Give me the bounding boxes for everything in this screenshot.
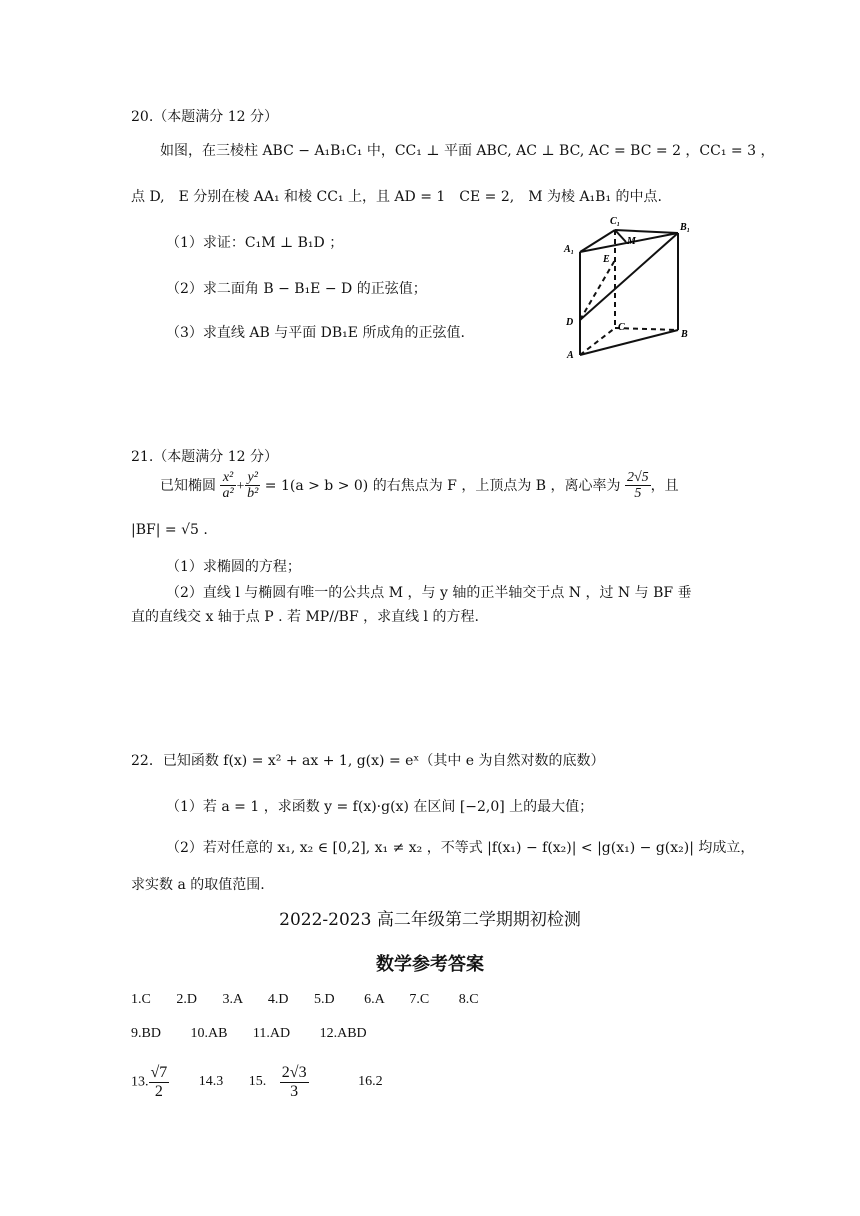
- q20-line2: 点 D, E 分别在棱 AA₁ 和棱 CC₁ 上，且 AD = 1 CE = 2, M 为棱 A₁B₁ 的中点.: [131, 189, 662, 205]
- q22-part2b: 求实数 a 的取值范围.: [131, 877, 265, 893]
- q21-part1: （1）求椭圆的方程；: [166, 559, 301, 575]
- answers-row2: [131, 1026, 367, 1042]
- q20-header: 20.（本题满分 12 分）: [131, 109, 278, 125]
- q20-part2: （2）求二面角 B − B₁E − D 的正弦值；: [166, 281, 427, 297]
- answer-5: 5.D: [313, 992, 335, 1007]
- q21-part2b: 直的直线交 x 轴于点 P . 若 MP//BF ，求直线 l 的方程.: [131, 609, 479, 625]
- q21-frac-e: $\frac{2√5}{5}$: [626, 470, 649, 502]
- q21-plus: +: [235, 478, 246, 494]
- answer-13-frac: $\frac{√7}{2}$: [150, 1064, 168, 1100]
- answer-9: 9.BD: [131, 1026, 161, 1041]
- q21-text-c: ，且: [650, 477, 679, 494]
- q20-part1: （1）求证：C₁M ⊥ B₁D ；: [166, 235, 344, 251]
- answers-row3: [131, 1064, 383, 1100]
- q21-line2: |BF| = √5 .: [131, 522, 208, 538]
- answer-2: 2.D: [176, 992, 197, 1007]
- answer-4: 4.D: [267, 992, 289, 1007]
- q20-line1: 如图，在三棱柱 ABC − A₁B₁C₁ 中，CC₁ ⊥ 平面 ABC, AC ⊥ BC, AC = BC = 2 ，CC₁ = 3 ，: [160, 143, 775, 159]
- label-m: M: [627, 236, 636, 247]
- q21-text-a: 已知椭圆: [160, 477, 216, 494]
- q21-frac-y: $\frac{\text{y²}}{\text{b²}}$: [247, 470, 259, 502]
- label-d: D: [566, 317, 574, 328]
- q22-part2a: （2）若对任意的 x₁, x₂ ∈ [0,2], x₁ ≠ x₂ ，不等式 |f(x₁) − f(x₂)| < |g(x₁) − g(x₂)| 均成立，: [166, 840, 755, 856]
- label-a: A: [567, 350, 574, 361]
- answer-14: 14.3: [198, 1074, 224, 1090]
- label-b: B: [681, 329, 688, 340]
- answer-15-frac: $\frac{2√3}{3}$: [281, 1064, 307, 1100]
- answer-12: 12.ABD: [319, 1026, 367, 1041]
- answer-8: 8.C: [458, 992, 479, 1007]
- q21-header: 21.（本题满分 12 分）: [131, 449, 278, 465]
- answer-10: 10.AB: [190, 1026, 228, 1041]
- prism-figure: [560, 210, 700, 362]
- q22-part1: （1）若 a = 1 ，求函数 y = f(x)·g(x) 在区间 [−2,0] 上的最大值；: [166, 799, 594, 815]
- answer-title: 2022-2023 高二年级第二学期期初检测: [279, 910, 581, 930]
- label-e: E: [603, 254, 610, 265]
- answer-subtitle: 数学参考答案: [376, 954, 484, 975]
- q21-line1: [160, 470, 679, 502]
- q21-text-b: = 1(a > b > 0) 的右焦点为 F ，上顶点为 B ，离心率为: [264, 477, 621, 494]
- q20-part3: （3）求直线 AB 与平面 DB₁E 所成角的正弦值.: [166, 325, 465, 341]
- label-c1: C₁: [610, 216, 621, 227]
- answer-3: 3.A: [222, 992, 243, 1007]
- answer-13-label: 13.: [131, 1074, 149, 1090]
- label-a1: A₁: [564, 244, 575, 255]
- answer-16: 16.2: [358, 1074, 383, 1090]
- answer-11: 11.AD: [252, 1026, 291, 1041]
- answer-6: 6.A: [364, 992, 384, 1007]
- answer-7: 7.C: [409, 992, 430, 1007]
- label-b1: B₁: [680, 222, 691, 233]
- answer-15-label: 15.: [248, 1074, 267, 1090]
- q22-line1: 22．已知函数 f(x) = x² + ax + 1, g(x) = eˣ（其中 e 为自然对数的底数）: [131, 753, 605, 769]
- label-c: C: [618, 322, 625, 333]
- q21-part2a: （2）直线 l 与椭圆有唯一的公共点 M ，与 y 轴的正半轴交于点 N ，过 N 与 BF 垂: [166, 585, 692, 601]
- q21-frac-x: $\frac{\text{x²}}{\text{a²}}$: [222, 470, 234, 502]
- answer-1: 1.C: [131, 992, 151, 1007]
- answers-row1: [131, 992, 479, 1008]
